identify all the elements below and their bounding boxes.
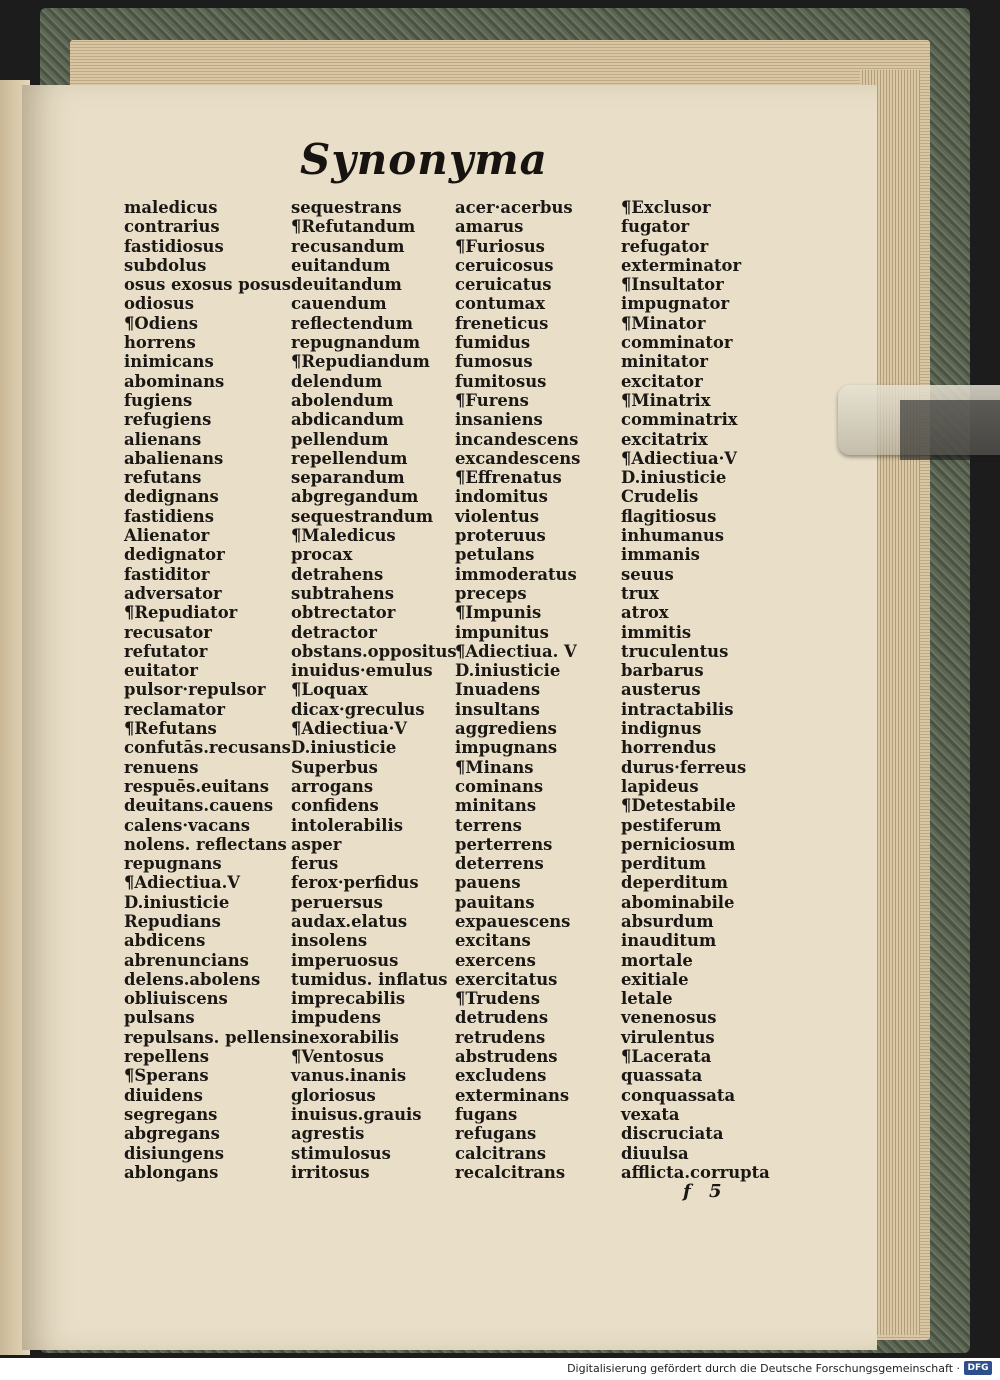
word-entry: ¶Minans xyxy=(455,757,534,777)
word-entry: ¶Sperans xyxy=(124,1066,209,1086)
word-entry: stimulosus xyxy=(291,1143,391,1163)
word-entry: refutans xyxy=(124,468,202,488)
word-entry: pestiferum xyxy=(621,815,722,835)
word-entry: ¶Impunis xyxy=(455,603,542,623)
word-entry: inauditum xyxy=(621,931,717,951)
word-entry: indomitus xyxy=(455,487,548,507)
word-entry: abolendum xyxy=(291,390,394,410)
word-entry: perterrens xyxy=(455,834,553,854)
word-entry: freneticus xyxy=(455,313,549,333)
word-entry: dedignator xyxy=(124,545,225,565)
word-entry: pauitans xyxy=(455,892,535,912)
word-entry: pulsor·repulsor xyxy=(124,680,266,700)
word-entry: ¶Effrenatus xyxy=(455,468,562,488)
word-entry: immoderatus xyxy=(455,564,577,584)
word-entry: alienans xyxy=(124,429,202,449)
word-entry: contrarius xyxy=(124,217,220,237)
word-entry: sequestrans xyxy=(291,198,402,217)
word-entry: ¶Repudiandum xyxy=(291,352,430,372)
word-entry: intolerabilis xyxy=(291,815,403,835)
word-entry: detractor xyxy=(291,622,377,642)
word-entry: fugans xyxy=(455,1104,518,1124)
word-entry: fastidiosus xyxy=(124,236,224,256)
word-entry: subtrahens xyxy=(291,583,394,603)
word-entry: ¶Exclusor xyxy=(621,198,711,217)
word-entry: excandescens xyxy=(455,448,581,468)
word-entry: ¶Adiectiua. V xyxy=(455,641,577,661)
word-entry: imperuosus xyxy=(291,950,399,970)
word-entry: flagitiosus xyxy=(621,506,717,526)
word-entry: delendum xyxy=(291,371,383,391)
word-entry: ¶Lacerata xyxy=(621,1047,712,1067)
signature-mark: f 5 xyxy=(683,1181,728,1202)
word-entry: ¶Furiosus xyxy=(455,236,545,256)
word-entry: pauens xyxy=(455,873,521,893)
text-column-2 xyxy=(291,198,457,1182)
word-entry: excitans xyxy=(455,931,531,951)
text-column-1 xyxy=(124,198,291,1182)
word-entry: ferus xyxy=(291,854,339,874)
word-entry: recusator xyxy=(124,622,212,642)
word-entry: ¶Insultator xyxy=(621,275,724,295)
word-entry: cauendum xyxy=(291,294,387,314)
word-entry: inuisus.grauis xyxy=(291,1104,422,1124)
word-entry: osus exosus posus xyxy=(124,275,291,295)
word-entry: deuitandum xyxy=(291,275,402,295)
word-entry: disiungens xyxy=(124,1143,225,1163)
word-entry: repugnandum xyxy=(291,333,421,353)
word-entry: incandescens xyxy=(455,429,579,449)
word-entry: ¶Detestabile xyxy=(621,796,736,816)
word-entry: absurdum xyxy=(621,911,714,931)
word-entry: perditum xyxy=(621,854,707,874)
word-entry: amarus xyxy=(455,217,524,237)
word-entry: renuens xyxy=(124,757,199,777)
word-entry: ¶Loquax xyxy=(291,680,368,700)
word-entry: abgregandum xyxy=(291,487,419,507)
word-entry: retrudens xyxy=(455,1027,546,1047)
word-entry: repellendum xyxy=(291,448,408,468)
word-entry: procax xyxy=(291,545,353,565)
word-entry: refutator xyxy=(124,641,208,661)
word-entry: excludens xyxy=(455,1066,547,1086)
word-entry: insolens xyxy=(291,931,368,951)
word-entry: peruersus xyxy=(291,892,383,912)
word-entry: inuidus·emulus xyxy=(291,661,433,681)
word-entry: gloriosus xyxy=(291,1085,376,1105)
word-entry: inimicans xyxy=(124,352,214,372)
word-entry: diuulsa xyxy=(621,1143,689,1163)
word-entry: maledicus xyxy=(124,198,218,217)
word-entry: abdicandum xyxy=(291,410,405,430)
word-entry: reflectendum xyxy=(291,313,414,333)
word-entry: ¶Odiens xyxy=(124,313,198,333)
word-entry: ceruicatus xyxy=(455,275,552,295)
word-entry: pellendum xyxy=(291,429,389,449)
word-entry: repellens xyxy=(124,1047,209,1067)
word-entry: impudens xyxy=(291,1008,381,1028)
word-entry: ¶Maledicus xyxy=(291,526,396,546)
word-entry: separandum xyxy=(291,468,405,488)
word-entry: perniciosum xyxy=(621,834,736,854)
word-entry: sequestrandum xyxy=(291,506,434,526)
word-entry: Superbus xyxy=(291,757,378,777)
word-entry: calens·vacans xyxy=(124,815,250,835)
word-entry: exterminator xyxy=(621,255,742,275)
word-entry: dicax·greculus xyxy=(291,699,425,719)
word-entry: virulentus xyxy=(621,1027,715,1047)
word-entry: detrudens xyxy=(455,1008,549,1028)
word-entry: refugiens xyxy=(124,410,212,430)
word-entry: repugnans xyxy=(124,854,222,874)
dfg-logo-icon: DFG xyxy=(964,1361,992,1375)
word-entry: confutās.recusans xyxy=(124,738,291,758)
word-entry: deterrens xyxy=(455,854,544,874)
word-entry: afflicta.corrupta xyxy=(621,1162,770,1182)
word-entry: irritosus xyxy=(291,1162,370,1182)
word-entry: vanus.inanis xyxy=(291,1066,407,1086)
word-entry: aggrediens xyxy=(455,719,557,739)
word-entry: deperditum xyxy=(621,873,728,893)
word-entry: refugator xyxy=(621,236,709,256)
word-entry: indignus xyxy=(621,719,702,739)
word-entry: minitator xyxy=(621,352,709,372)
word-entry: ¶Adiectiua.V xyxy=(124,873,240,893)
word-entry: Inuadens xyxy=(455,680,541,700)
word-entry: fumitosus xyxy=(455,371,547,391)
word-entry: horrens xyxy=(124,333,196,353)
word-entry: ferox·perfidus xyxy=(291,873,419,893)
word-entry: abdicens xyxy=(124,931,206,951)
word-entry: asper xyxy=(291,834,342,854)
word-entry: deuitans.cauens xyxy=(124,796,274,816)
word-entry: repulsans. pellens xyxy=(124,1027,291,1047)
word-entry: segregans xyxy=(124,1104,218,1124)
word-entry: impugnator xyxy=(621,294,730,314)
word-entry: conquassata xyxy=(621,1085,736,1105)
word-entry: D.iniusticie xyxy=(455,661,561,681)
word-entry: atrox xyxy=(621,603,669,623)
word-entry: ¶Minatrix xyxy=(621,390,711,410)
word-entry: ablongans xyxy=(124,1162,219,1182)
word-entry: ¶Adiectiua·V xyxy=(621,448,737,468)
word-entry: abrenuncians xyxy=(124,950,249,970)
word-entry: fumidus xyxy=(455,333,531,353)
word-entry: immitis xyxy=(621,622,692,642)
word-entry: ¶Refutans xyxy=(124,719,217,739)
word-entry: terrens xyxy=(455,815,522,835)
word-entry: fugator xyxy=(621,217,690,237)
word-entry: ¶Adiectiua·V xyxy=(291,719,407,739)
word-entry: quassata xyxy=(621,1066,703,1086)
word-entry: fumosus xyxy=(455,352,533,372)
word-entry: obtrectator xyxy=(291,603,396,623)
word-entry: preceps xyxy=(455,583,527,603)
word-entry: Crudelis xyxy=(621,487,699,507)
word-entry: impunitus xyxy=(455,622,549,642)
word-entry: letale xyxy=(621,989,673,1009)
word-entry: proteruus xyxy=(455,526,546,546)
text-column-4 xyxy=(621,198,770,1182)
word-entry: D.iniusticie xyxy=(291,738,397,758)
word-entry: inhumanus xyxy=(621,526,725,546)
word-entry: D.iniusticie xyxy=(124,892,230,912)
word-entry: petulans xyxy=(455,545,535,565)
footer-credit: Digitalisierung gefördert durch die Deutsche Forschungsgemeinschaft · xyxy=(567,1362,960,1375)
word-entry: reclamator xyxy=(124,699,225,719)
word-entry: odiosus xyxy=(124,294,194,314)
word-entry: discruciata xyxy=(621,1124,724,1144)
word-entry: obliuiscens xyxy=(124,989,228,1009)
word-entry: insaniens xyxy=(455,410,543,430)
word-entry: exterminans xyxy=(455,1085,570,1105)
word-entry: excitator xyxy=(621,371,703,391)
word-entry: D.iniusticie xyxy=(621,468,727,488)
word-entry: intractabilis xyxy=(621,699,734,719)
word-entry: abgregans xyxy=(124,1124,220,1144)
word-entry: venenosus xyxy=(621,1008,717,1028)
word-entry: fastidiens xyxy=(124,506,214,526)
word-entry: excitatrix xyxy=(621,429,708,449)
word-entry: ¶Repudiator xyxy=(124,603,238,623)
word-entry: minitans xyxy=(455,796,537,816)
word-entry: ¶Refutandum xyxy=(291,217,416,237)
word-entry: austerus xyxy=(621,680,701,700)
word-entry: truculentus xyxy=(621,641,729,661)
word-entry: euitandum xyxy=(291,255,391,275)
word-entry: mortale xyxy=(621,950,693,970)
word-entry: adversator xyxy=(124,583,222,603)
word-entry: abominabile xyxy=(621,892,735,912)
word-entry: pulsans xyxy=(124,1008,195,1028)
word-entry: fastiditor xyxy=(124,564,210,584)
word-entry: dedignans xyxy=(124,487,219,507)
word-entry: violentus xyxy=(455,506,539,526)
word-entry: abominans xyxy=(124,371,225,391)
word-entry: immanis xyxy=(621,545,700,565)
word-entry: barbarus xyxy=(621,661,704,681)
word-entry: abstrudens xyxy=(455,1047,558,1067)
word-entry: comminator xyxy=(621,333,733,353)
word-entry: ¶Trudens xyxy=(455,989,541,1009)
word-entry: fugiens xyxy=(124,390,193,410)
word-entry: inexorabilis xyxy=(291,1027,399,1047)
word-entry: Alienator xyxy=(124,526,210,546)
marker-shadow xyxy=(900,400,1000,460)
word-entry: delens.abolens xyxy=(124,969,261,989)
word-entry: comminatrix xyxy=(621,410,738,430)
word-entry: respuēs.euitans xyxy=(124,776,269,796)
word-entry: vexata xyxy=(621,1104,680,1124)
word-entry: contumax xyxy=(455,294,546,314)
word-entry: subdolus xyxy=(124,255,207,275)
page-title: Synonyma xyxy=(300,135,548,184)
word-entry: audax.elatus xyxy=(291,911,408,931)
word-entry: ¶Ventosus xyxy=(291,1047,384,1067)
word-entry: refugans xyxy=(455,1124,537,1144)
word-entry: insultans xyxy=(455,699,540,719)
word-entry: recusandum xyxy=(291,236,405,256)
word-entry: nolens. reflectans xyxy=(124,834,287,854)
word-entry: durus·ferreus xyxy=(621,757,747,777)
word-entry: exitiale xyxy=(621,969,689,989)
word-entry: impugnans xyxy=(455,738,558,758)
word-entry: lapideus xyxy=(621,776,699,796)
word-entry: recalcitrans xyxy=(455,1162,566,1182)
word-entry: ¶Minator xyxy=(621,313,706,333)
word-entry: trux xyxy=(621,583,659,603)
word-entry: exercitatus xyxy=(455,969,558,989)
word-entry: euitator xyxy=(124,661,198,681)
word-entry: confidens xyxy=(291,796,379,816)
word-entry: exercens xyxy=(455,950,536,970)
word-entry: tumidus. inflatus xyxy=(291,969,448,989)
word-entry: acer·acerbus xyxy=(455,198,573,217)
word-entry: expauescens xyxy=(455,911,571,931)
word-entry: seuus xyxy=(621,564,674,584)
text-column-3 xyxy=(455,198,580,1182)
word-entry: arrogans xyxy=(291,776,374,796)
word-entry: diuidens xyxy=(124,1085,203,1105)
word-entry: agrestis xyxy=(291,1124,365,1144)
word-entry: obstans.oppositus xyxy=(291,641,457,661)
word-entry: ¶Furens xyxy=(455,390,529,410)
word-entry: Repudians xyxy=(124,911,221,931)
word-entry: imprecabilis xyxy=(291,989,406,1009)
word-entry: ceruicosus xyxy=(455,255,554,275)
word-entry: abalienans xyxy=(124,448,224,468)
word-entry: calcitrans xyxy=(455,1143,547,1163)
word-entry: detrahens xyxy=(291,564,384,584)
word-entry: horrendus xyxy=(621,738,717,758)
word-entry: cominans xyxy=(455,776,544,796)
